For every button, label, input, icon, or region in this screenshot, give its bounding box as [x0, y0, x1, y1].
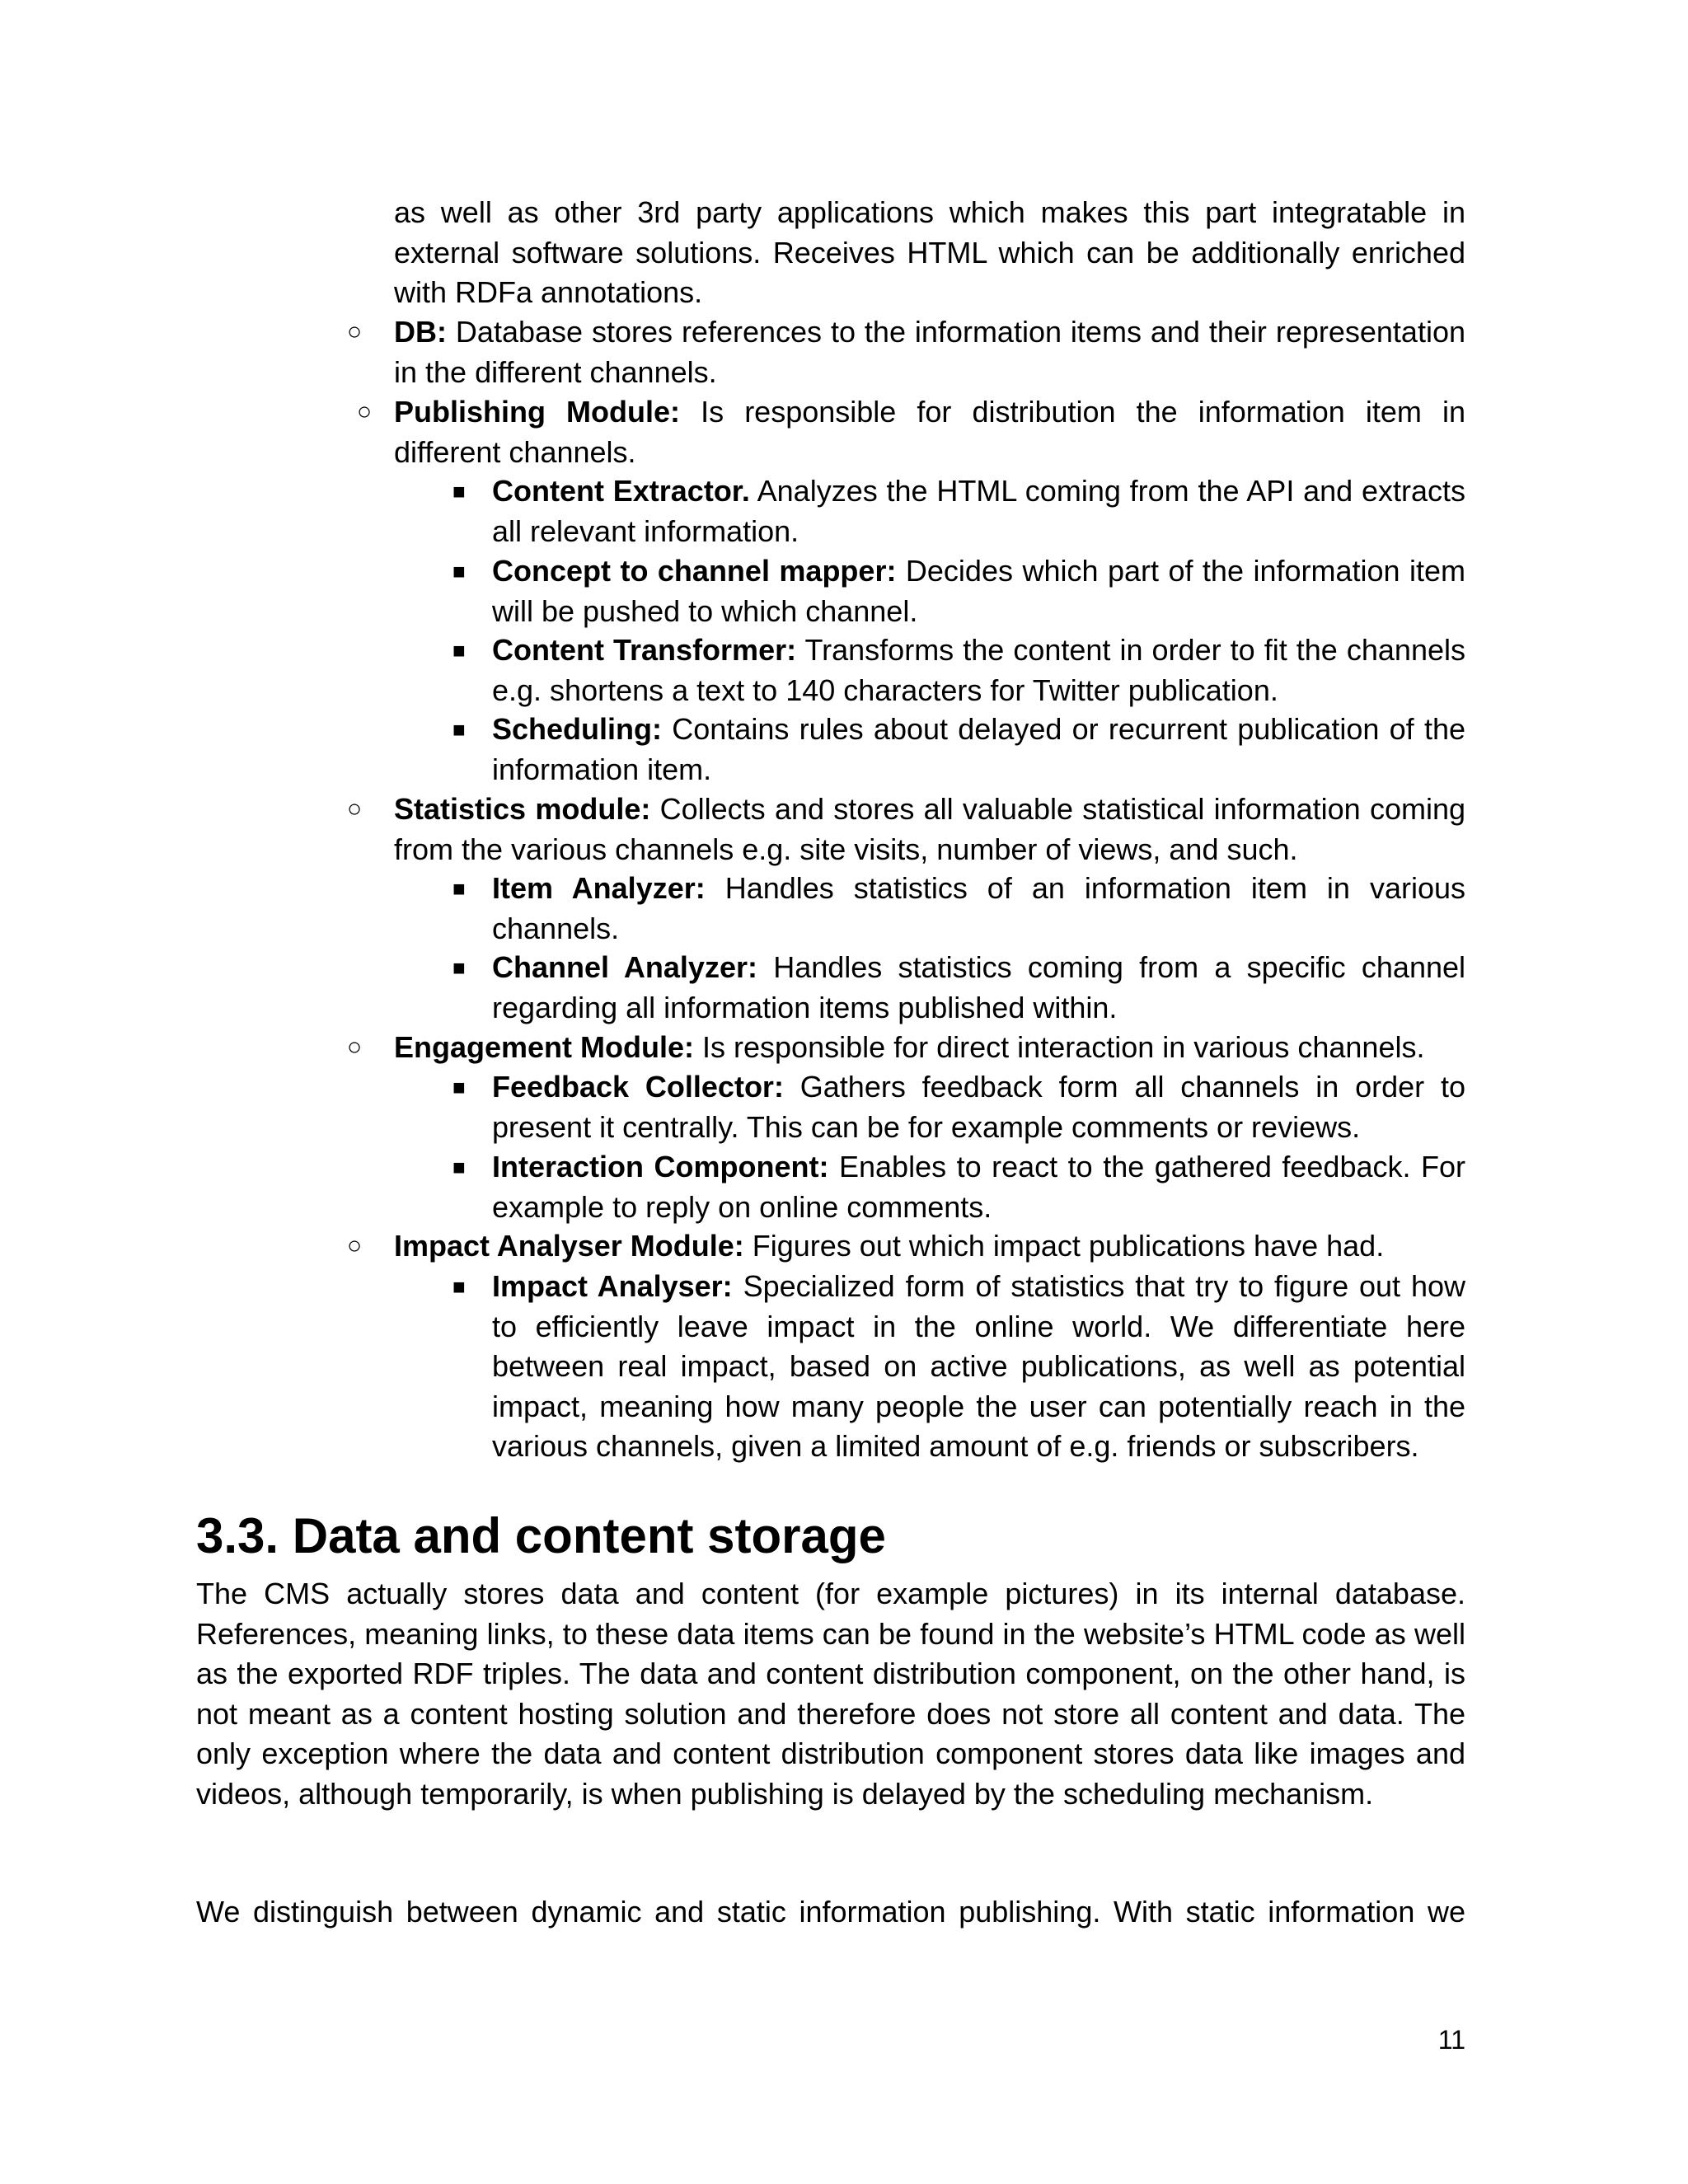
- item-term: Feedback Collector:: [492, 1070, 784, 1104]
- filled-square-bullet-icon: ■: [452, 479, 466, 504]
- item-desc: Handles statistics coming from a specific channel regarding all information items published within.: [492, 950, 1466, 1024]
- page-number: 11: [1437, 2025, 1465, 2055]
- item-desc: Enables to react to the gathered feedback. For example to reply on online comments.: [492, 1150, 1466, 1224]
- hollow-circle-bullet-icon: ○: [357, 398, 373, 425]
- item-desc: Decides which part of the information item will be pushed to which channel.: [492, 554, 1465, 628]
- item-desc: Specialized form of statistics that try to figure out how to efficiently leave impact in the online world. We differentiate here between real impact, based on active publications, as well as potential impact, meaning how many people the user can potentially reach in the various channels, given a limited amount of e.g. friends or subscribers.: [492, 1269, 1465, 1463]
- list-item-db: [347, 312, 1465, 392]
- item-desc: Contains rules about delayed or recurrent publication of the information item.: [492, 712, 1465, 786]
- filled-square-bullet-icon: ■: [452, 1155, 466, 1179]
- item-desc: Is responsible for distribution the information item in different channels.: [394, 395, 1465, 469]
- item-desc: Transforms the content in order to fit the channels e.g. shortens a text to 140 characters for Twitter publication.: [492, 633, 1465, 707]
- list-item-impact-analyser-module: [347, 1226, 1465, 1267]
- list-item-scheduling: [452, 710, 1465, 790]
- item-term: Engagement Module:: [394, 1030, 695, 1064]
- item-term: DB:: [394, 315, 447, 349]
- list-item-engagement-module: [347, 1028, 1465, 1068]
- item-term: Scheduling:: [492, 712, 662, 746]
- filled-square-bullet-icon: ■: [452, 638, 466, 663]
- filled-square-bullet-icon: ■: [452, 876, 466, 901]
- item-term: Interaction Component:: [492, 1150, 829, 1183]
- body-paragraph-continued: We distinguish between dynamic and static information publishing. With static information we: [196, 1895, 1465, 1929]
- list-item-content-extractor: [452, 471, 1466, 551]
- list-item-feedback-collector: [452, 1067, 1466, 1147]
- list-item-content-transformer: [452, 630, 1465, 710]
- list-item-publishing-module: [357, 392, 1465, 472]
- filled-square-bullet-icon: ■: [452, 559, 466, 583]
- list-item-item-analyzer: [452, 869, 1465, 949]
- item-desc: Gathers feedback form all channels in order to present it centrally. This can be for example comments or reviews.: [492, 1070, 1466, 1144]
- item-desc: Analyzes the HTML coming from the API and extracts all relevant information.: [492, 474, 1466, 548]
- body-paragraph: The CMS actually stores data and content (for example pictures) in its internal database. References, meaning links, to these data items can be found in the website’s HTML code as well as the exported RDF triples. The data and content distribution component, on the other hand, is not meant as a content hosting solution and therefore does not store all content and data. The only exception where the data and content distribution component stores data like images and videos, although temporarily, is when publishing is delayed by the scheduling mechanism.: [196, 1577, 1465, 1811]
- filled-square-bullet-icon: ■: [452, 717, 466, 742]
- item-term: Concept to channel mapper:: [492, 554, 897, 588]
- item-term: Impact Analyser:: [492, 1269, 733, 1303]
- list-item-interaction-component: [452, 1147, 1466, 1227]
- list-item-channel-analyzer: [452, 948, 1466, 1028]
- hollow-circle-bullet-icon: ○: [347, 1033, 363, 1061]
- item-term: Item Analyzer:: [492, 871, 706, 905]
- hollow-circle-bullet-icon: ○: [347, 795, 363, 823]
- list-item-concept-mapper: [452, 551, 1465, 631]
- item-term: Channel Analyzer:: [492, 950, 757, 984]
- hollow-circle-bullet-icon: ○: [347, 1232, 363, 1259]
- filled-square-bullet-icon: ■: [452, 1274, 466, 1299]
- item-desc: Is responsible for direct interaction in various channels.: [694, 1030, 1425, 1064]
- item-term: Impact Analyser Module:: [394, 1229, 744, 1263]
- item-desc: Figures out which impact publications have had.: [743, 1229, 1385, 1263]
- item-desc: Handles statistics of an information item in various channels.: [492, 871, 1465, 945]
- item-desc: Database stores references to the information items and their representation in the different channels.: [394, 315, 1465, 389]
- item-term: Statistics module:: [394, 792, 651, 826]
- item-term: Publishing Module:: [394, 395, 681, 429]
- filled-square-bullet-icon: ■: [452, 955, 466, 980]
- hollow-circle-bullet-icon: ○: [347, 318, 363, 345]
- section-heading: 3.3. Data and content storage: [196, 1508, 886, 1563]
- list-item-impact-analyser: [452, 1267, 1465, 1467]
- item-desc: Collects and stores all valuable statistical information coming from the various channels e.g. site visits, number of views, and such.: [394, 792, 1466, 866]
- item-term: Content Extractor.: [492, 474, 750, 508]
- continuation-text: as well as other 3rd party applications which makes this part integratable in external software solutions. Receives HTML which can be additionally enriched with RDFa annotations.: [394, 195, 1465, 309]
- item-term: Content Transformer:: [492, 633, 797, 667]
- filled-square-bullet-icon: ■: [452, 1075, 466, 1099]
- list-item-statistics-module: [347, 790, 1466, 869]
